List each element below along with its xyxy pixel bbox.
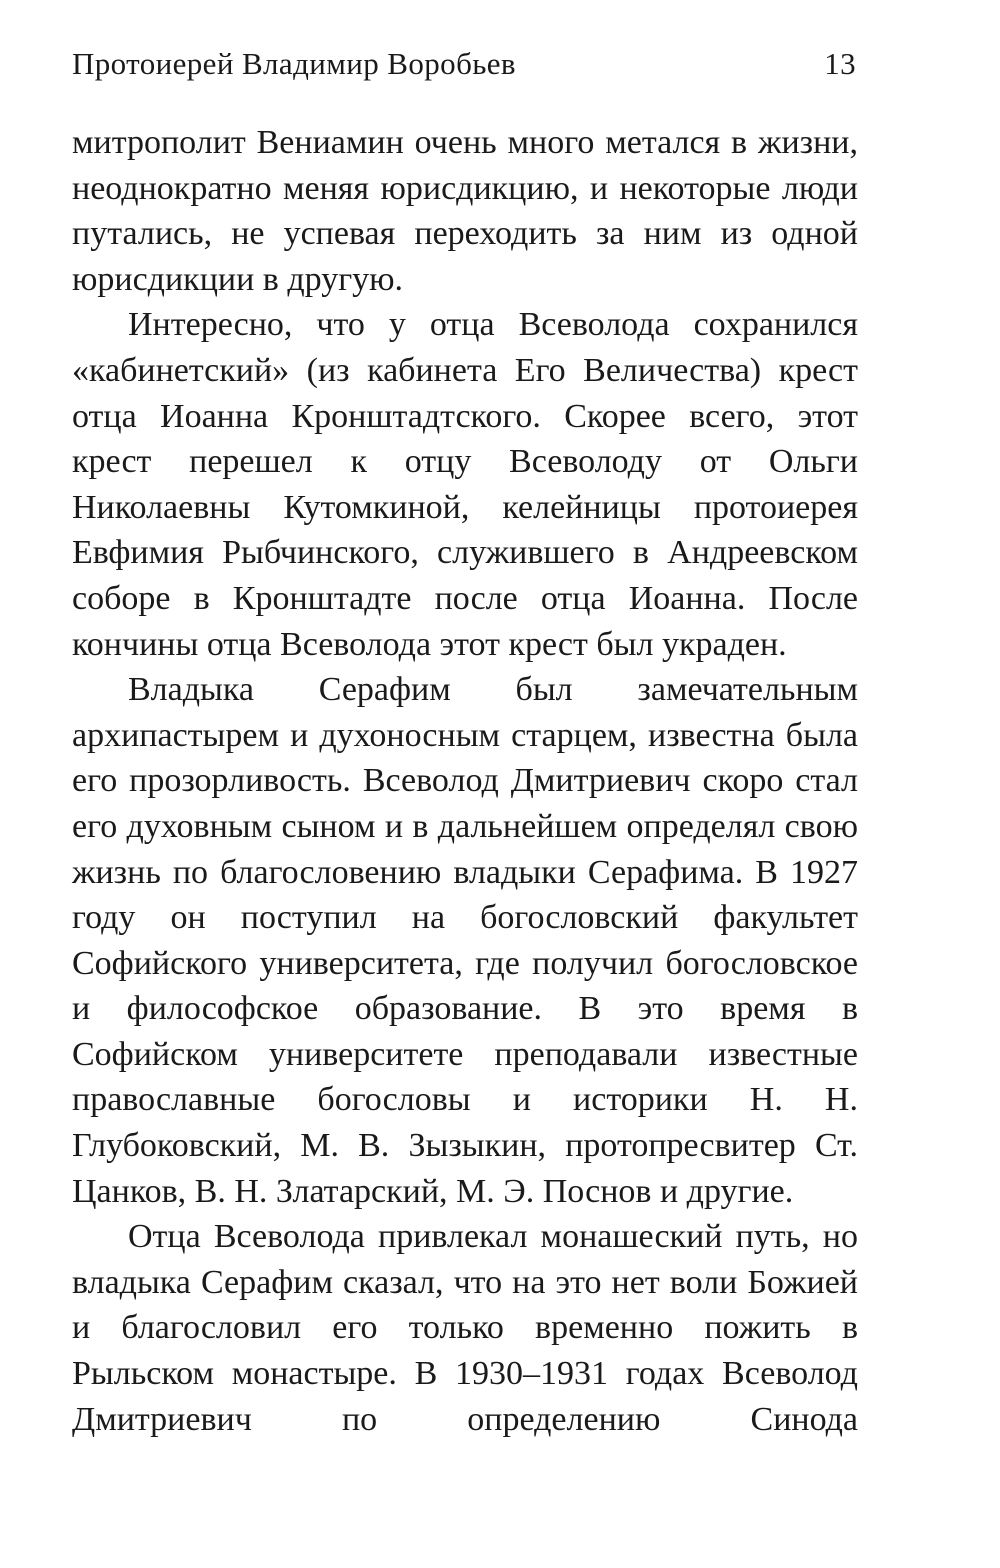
body-text	[72, 120, 858, 1442]
paragraph-vladyka-seraphim: Владыка Серафим был замечательным архипастырем и духоносным старцем, известна была его прозорливость. Всеволод Дмитриевич скоро стал его духовным сыном и в дальнейшем определял свою жизнь по благословению владыки Серафима. В 1927 году он поступил на богословский факультет Софийского университета, где получил богословское и философское образование. В это время в Софийском университете преподавали известные православные богословы и историки Н. Н. Глубоковский, М. В. Зызыкин, протопресвитер Ст. Цанков, В. Н. Златарский, М. Э. Поснов и другие.	[72, 671, 858, 1210]
paragraph-monastic-path: Отца Всеволода привлекал монашеский путь, но владыка Серафим сказал, что на это нет воли Божией и благословил его только временно пожить в Рыльском монастыре. В 1930–1931 годах Всеволод Дмитриевич по определению Синода	[72, 1218, 858, 1438]
running-head	[72, 42, 856, 86]
paragraph-continued: митрополит Вениамин очень много метался в жизни, неоднократно меняя юрисдикцию, и некоторые люди путались, не успевая переходить за ним из одной юрисдикции в другую.	[72, 124, 858, 298]
paragraph-kronstadt-cross: Интересно, что у отца Всеволода сохранился «кабинетский» (из кабинета Его Величества) крест отца Иоанна Кронштадтского. Скорее всего, этот крест перешел к отцу Всеволоду от Ольги Николаевны Кутомкиной, келейницы протоиерея Евфимия Рыбчинского, служившего в Андреевском соборе в Кронштадте после отца Иоанна. После кончины отца Всеволода этот крест был украден.	[72, 306, 858, 663]
page-number: 13	[824, 46, 856, 81]
running-head-title: Протоиерей Владимир Воробьев	[72, 46, 516, 81]
